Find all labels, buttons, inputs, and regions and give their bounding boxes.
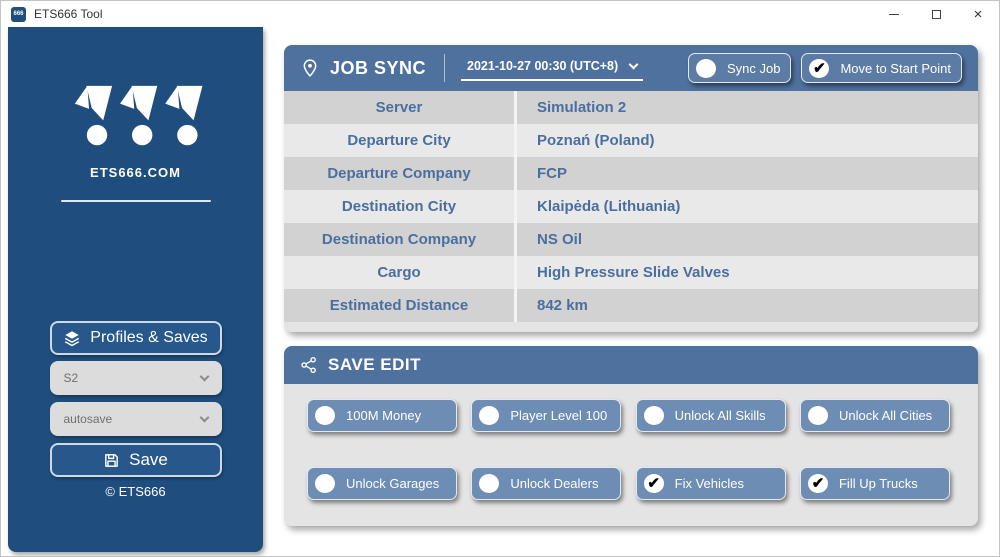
option-label: Unlock Dealers: [510, 476, 599, 491]
row-value: NS Oil: [514, 223, 978, 256]
option-unlock-dealers[interactable]: [471, 467, 621, 500]
profile-select[interactable]: [50, 361, 222, 395]
chevron-down-icon: [629, 60, 639, 70]
profiles-saves-button[interactable]: [50, 321, 222, 355]
option-unlock-garages[interactable]: [307, 467, 457, 500]
floppy-disk-icon: [103, 452, 120, 469]
option-label: Fix Vehicles: [674, 476, 745, 491]
maximize-icon: [932, 10, 941, 19]
row-label: Destination Company: [321, 231, 477, 248]
toggle-sync-job[interactable]: [688, 53, 791, 83]
checkbox-unchecked-icon: [315, 474, 335, 493]
save-edit-header: [284, 346, 978, 384]
header-divider: [444, 54, 445, 82]
window-title: ETS666 Tool: [34, 7, 103, 21]
chevron-down-icon: [199, 412, 209, 422]
table-row: [284, 289, 978, 322]
option-fill-up-trucks[interactable]: [800, 467, 950, 500]
close-icon: ×: [973, 5, 983, 23]
option-label: Unlock Garages: [346, 476, 440, 491]
location-pin-icon: [300, 58, 320, 78]
datetime-dropdown[interactable]: [461, 55, 643, 81]
option-label: Unlock All Skills: [674, 408, 766, 423]
row-label: Estimated Distance: [329, 297, 469, 314]
sidebar-divider: [61, 200, 211, 202]
row-value: High Pressure Slide Valves: [514, 256, 978, 289]
job-sync-header: [284, 45, 978, 91]
chevron-down-icon: [199, 371, 209, 381]
row-value: FCP: [514, 157, 978, 190]
row-value: Klaipėda (Lithuania): [514, 190, 978, 223]
row-value: Poznań (Poland): [514, 124, 978, 157]
save-edit-body: [284, 384, 978, 500]
save-button-label: Save: [129, 450, 168, 469]
job-sync-panel: [284, 45, 978, 332]
layers-icon: [63, 329, 81, 347]
row-label: Departure City: [347, 132, 451, 149]
row-label: Departure Company: [327, 165, 471, 182]
row-value: 842 km: [514, 289, 978, 322]
checkbox-checked-icon: ✔: [808, 474, 828, 493]
profile-select-value: S2: [63, 371, 79, 385]
option-label: Player Level 100: [510, 408, 608, 423]
toggle-label: Sync Job: [726, 60, 781, 76]
minimize-button[interactable]: [873, 1, 915, 27]
table-row: [284, 157, 978, 190]
option-label: Fill Up Trucks: [838, 476, 918, 491]
checkbox-unchecked-icon: [644, 406, 664, 425]
job-sync-toggles: [688, 53, 962, 83]
window-controls: [873, 1, 999, 27]
table-row: [284, 124, 978, 157]
savegame-select[interactable]: [50, 402, 222, 436]
save-edit-title: SAVE EDIT: [328, 355, 421, 374]
checkbox-unchecked-icon: [696, 59, 716, 78]
minimize-icon: [889, 14, 899, 15]
table-row: [284, 91, 978, 124]
checkbox-checked-icon: ✔: [809, 59, 829, 78]
profiles-saves-label: Profiles & Saves: [90, 329, 208, 346]
toggle-label: Move to Start Point: [840, 60, 951, 76]
row-label: Cargo: [377, 264, 421, 281]
option-unlock-all-skills[interactable]: [636, 399, 786, 432]
option-row: [307, 467, 950, 500]
datetime-value: 2021-10-27 00:30 (UTC+8): [467, 59, 619, 73]
row-value: Simulation 2: [514, 91, 978, 124]
savegame-select-value: autosave: [63, 412, 113, 426]
share-nodes-icon: [300, 356, 318, 374]
job-sync-title: JOB SYNC: [330, 57, 427, 78]
row-label: Server: [375, 99, 423, 116]
logo-site-text: ETS666.COM: [90, 165, 181, 180]
option-player-level-100[interactable]: [471, 399, 621, 432]
checkbox-unchecked-icon: [479, 474, 499, 493]
sidebar: [8, 27, 263, 552]
checkbox-unchecked-icon: [808, 406, 828, 425]
checkbox-checked-icon: ✔: [644, 474, 664, 493]
table-row: [284, 223, 978, 256]
row-label: Destination City: [341, 198, 457, 215]
save-button[interactable]: [50, 443, 222, 477]
close-button[interactable]: [957, 1, 999, 27]
checkbox-unchecked-icon: [479, 406, 499, 425]
ets666-logo: [62, 85, 210, 147]
save-edit-panel: [284, 346, 978, 526]
maximize-button[interactable]: [915, 1, 957, 27]
option-label: Unlock All Cities: [838, 408, 933, 423]
checkbox-unchecked-icon: [315, 406, 335, 425]
option-unlock-all-cities[interactable]: [800, 399, 950, 432]
toggle-move-to-start-point[interactable]: [801, 53, 962, 83]
option-fix-vehicles[interactable]: [636, 467, 786, 500]
job-info-table: [284, 91, 978, 332]
copyright-text: © ETS666: [105, 484, 166, 499]
table-row: [284, 190, 978, 223]
table-row: [284, 256, 978, 289]
option-label: 100M Money: [346, 408, 422, 423]
app-icon: 666: [11, 7, 26, 22]
option-100m-money[interactable]: [307, 399, 457, 432]
option-row: [307, 399, 950, 432]
title-bar: [1, 1, 999, 27]
